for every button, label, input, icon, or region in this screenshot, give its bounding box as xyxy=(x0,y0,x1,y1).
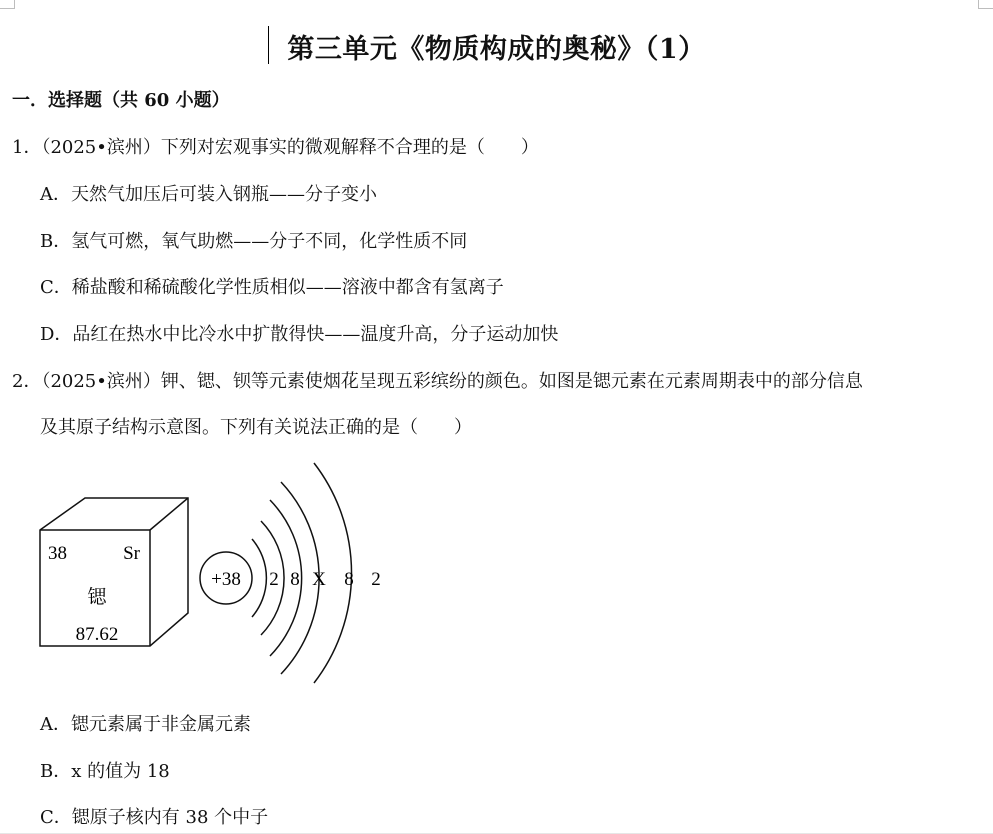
shell-2-electrons: 8 xyxy=(290,569,300,590)
electron-shell-arcs xyxy=(252,463,352,683)
question-2-stem-continued[interactable]: 及其原子结构示意图。下列有关说法正确的是（ ） xyxy=(40,417,472,438)
nucleus-charge: +38 xyxy=(211,569,241,590)
page-corner-mark-right xyxy=(978,0,993,9)
shell-3-electrons: X xyxy=(312,569,326,590)
section-heading[interactable]: 一．选择题（共 60 小题） xyxy=(12,90,230,111)
question-2-option-b[interactable]: B．x 的值为 18 xyxy=(40,761,170,782)
atomic-mass: 87.62 xyxy=(75,624,119,645)
element-symbol: Sr xyxy=(123,543,140,564)
strontium-figure-svg xyxy=(30,455,390,685)
question-1-option-a[interactable]: A．天然气加压后可装入钢瓶——分子变小 xyxy=(40,184,377,205)
shell-5-electrons: 2 xyxy=(371,569,381,590)
question-1-stem[interactable]: 1．（2025•滨州）下列对宏观事实的微观解释不合理的是（ ） xyxy=(12,137,539,158)
question-1-option-c[interactable]: C．稀盐酸和稀硫酸化学性质相似——溶液中都含有氢离子 xyxy=(40,277,504,298)
atomic-number: 38 xyxy=(48,543,67,564)
question-1-option-d[interactable]: D．品红在热水中比冷水中扩散得快——温度升高，分子运动加快 xyxy=(40,324,559,345)
question-2-option-a[interactable]: A．锶元素属于非金属元素 xyxy=(40,714,251,735)
shell-4-electrons: 8 xyxy=(344,569,354,590)
element-name: 锶 xyxy=(87,587,107,608)
question-2-option-c[interactable]: C．锶原子核内有 38 个中子 xyxy=(40,807,269,828)
strontium-figure xyxy=(30,455,390,689)
page-corner-mark-left xyxy=(0,0,15,9)
page-title[interactable]: 第三单元《物质构成的奥秘》（1） xyxy=(287,34,706,65)
shell-1-electrons: 2 xyxy=(269,569,279,590)
question-1-option-b[interactable]: B．氢气可燃，氧气助燃——分子不同，化学性质不同 xyxy=(40,231,468,252)
question-2-stem[interactable]: 2．（2025•滨州）钾、锶、钡等元素使烟花呈现五彩缤纷的颜色。如图是锶元素在元素周期表中的部分信息 xyxy=(12,371,863,392)
